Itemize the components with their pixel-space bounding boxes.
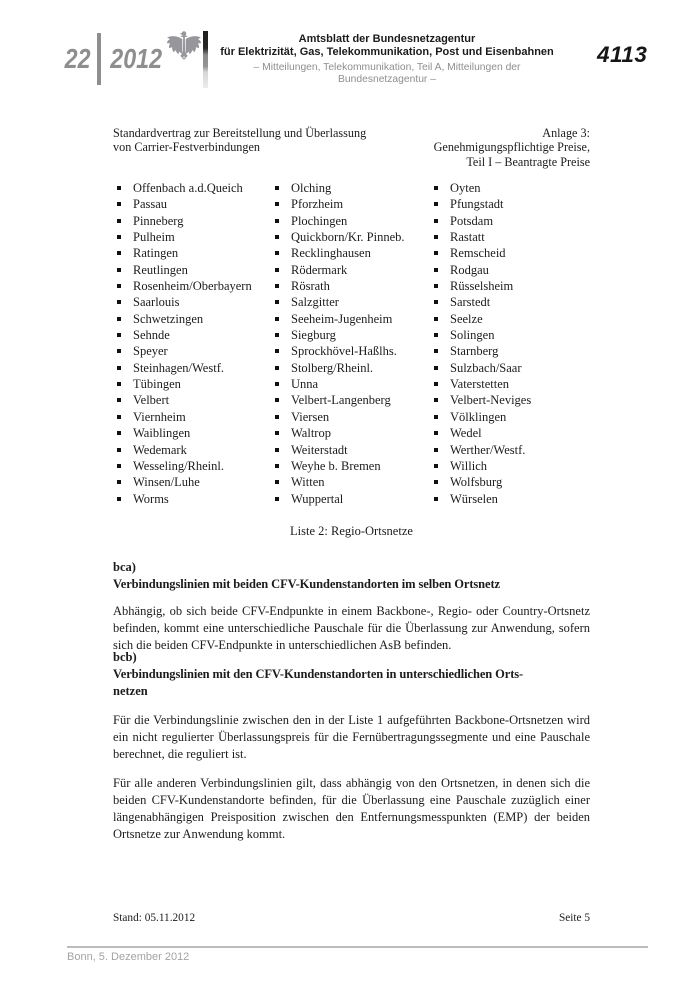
list-item bbox=[116, 213, 272, 229]
list-item bbox=[274, 360, 431, 376]
list-item bbox=[433, 213, 590, 229]
bullet-icon bbox=[434, 284, 438, 288]
bullet-icon bbox=[434, 448, 438, 452]
city-name: Reutlingen bbox=[133, 262, 188, 277]
list-item bbox=[433, 360, 590, 376]
bullet-icon bbox=[275, 382, 279, 386]
list-item bbox=[433, 491, 590, 507]
city-name: Velbert-Neviges bbox=[450, 393, 532, 408]
list-item bbox=[433, 196, 590, 212]
list-item bbox=[274, 213, 431, 229]
bullet-icon bbox=[434, 464, 438, 468]
list-item bbox=[433, 392, 590, 408]
section-bcb bbox=[113, 649, 590, 843]
bullet-icon bbox=[117, 398, 121, 402]
list-item bbox=[433, 229, 590, 245]
bullet-icon bbox=[275, 480, 279, 484]
section-bcb-heading-line1: Verbindungslinien mit den CFV-Kundenstandorten in unterschiedlichen Orts- bbox=[113, 667, 524, 682]
bullet-icon bbox=[117, 268, 121, 272]
list-item bbox=[116, 245, 272, 261]
list-item bbox=[274, 327, 431, 343]
city-name: Weyhe b. Bremen bbox=[291, 458, 381, 473]
list-item bbox=[433, 458, 590, 474]
list-item bbox=[274, 425, 431, 441]
list-item bbox=[274, 474, 431, 490]
list-item bbox=[274, 311, 431, 327]
city-name: Vaterstetten bbox=[450, 377, 510, 392]
bullet-icon bbox=[434, 480, 438, 484]
bullet-icon bbox=[275, 317, 279, 321]
masthead-divider-bar bbox=[203, 31, 208, 88]
city-name: Waiblingen bbox=[133, 426, 191, 441]
list-item bbox=[274, 458, 431, 474]
bullet-icon bbox=[434, 431, 438, 435]
bullet-icon bbox=[275, 415, 279, 419]
city-name: Werther/Westf. bbox=[450, 442, 526, 457]
list-item bbox=[433, 409, 590, 425]
bullet-icon bbox=[275, 284, 279, 288]
city-name: Rastatt bbox=[450, 230, 485, 245]
city-name: Worms bbox=[133, 491, 169, 506]
city-name: Sarstedt bbox=[450, 295, 491, 310]
bullet-icon bbox=[434, 398, 438, 402]
city-name: Wuppertal bbox=[291, 491, 344, 506]
city-name: Siegburg bbox=[291, 328, 336, 343]
city-name: Olching bbox=[291, 181, 332, 195]
bullet-icon bbox=[117, 202, 121, 206]
masthead-title-block bbox=[213, 33, 561, 86]
list-item bbox=[116, 311, 272, 327]
list-item bbox=[274, 229, 431, 245]
list-item bbox=[116, 491, 272, 507]
issue-number: 22 bbox=[64, 43, 91, 74]
list-item bbox=[116, 360, 272, 376]
list-item bbox=[116, 278, 272, 294]
city-name: Weiterstadt bbox=[291, 442, 348, 457]
bullet-icon bbox=[434, 186, 438, 190]
masthead-title-line1: Amtsblatt der Bundesnetzagentur bbox=[298, 33, 476, 45]
bullet-icon bbox=[434, 497, 438, 501]
city-name: Rösrath bbox=[291, 279, 330, 294]
annex-title bbox=[434, 126, 590, 169]
bullet-icon bbox=[434, 251, 438, 255]
city-name: Unna bbox=[291, 377, 319, 392]
bullet-icon bbox=[275, 202, 279, 206]
list-item bbox=[116, 442, 272, 458]
city-name: Pulheim bbox=[133, 230, 175, 245]
masthead-title-line2: für Elektrizität, Gas, Telekommunikation, Post und Eisenbahnen bbox=[220, 45, 554, 58]
section-bca-heading bbox=[113, 559, 590, 593]
section-bcb-body bbox=[113, 712, 590, 843]
paragraph: Für die Verbindungslinie zwischen den in der Liste 1 aufgeführten Backbone-Ortsnetzen wird ein nicht regulierter Überlassungspreis für die Fernübertragungssegmente und eine Pauschale berechnet, die reguliert ist. bbox=[113, 713, 590, 762]
list-item bbox=[433, 294, 590, 310]
city-name: Viernheim bbox=[133, 409, 186, 424]
section-bcb-heading bbox=[113, 649, 590, 700]
city-name: Seelze bbox=[450, 311, 483, 326]
section-bca-label: bca) bbox=[113, 560, 136, 574]
section-bca bbox=[113, 559, 590, 654]
city-name: Rosenheim/Oberbayern bbox=[133, 279, 252, 294]
bullet-icon bbox=[117, 415, 121, 419]
list-item bbox=[274, 392, 431, 408]
city-name: Pinneberg bbox=[133, 213, 184, 228]
bullet-icon bbox=[117, 480, 121, 484]
city-name: Wolfsburg bbox=[450, 475, 503, 490]
section-bca-body bbox=[113, 603, 590, 654]
city-list-column-1 bbox=[116, 180, 272, 507]
bullet-icon bbox=[434, 300, 438, 304]
list-item bbox=[433, 343, 590, 359]
paragraph: Abhängig, ob sich beide CFV-Endpunkte in einem Backbone-, Regio- oder Country-Ortsnetz befinden, kommt eine unterschiedliche Pauschale für die Überlassung zur Anwendung, sofern sich die beiden CFV-Endpunkte in unterschiedlichen AsB befinden. bbox=[113, 604, 590, 653]
bullet-icon bbox=[434, 366, 438, 370]
city-name: Plochingen bbox=[291, 213, 348, 228]
bullet-icon bbox=[275, 366, 279, 370]
bullet-icon bbox=[275, 398, 279, 402]
list-item bbox=[433, 376, 590, 392]
city-name: Steinhagen/Westf. bbox=[133, 360, 224, 375]
city-name: Seeheim-Jugenheim bbox=[291, 311, 393, 326]
bullet-icon bbox=[117, 464, 121, 468]
list-item bbox=[116, 229, 272, 245]
list-item bbox=[274, 409, 431, 425]
bullet-icon bbox=[275, 349, 279, 353]
city-name: Oyten bbox=[450, 181, 481, 195]
list-item bbox=[274, 343, 431, 359]
bullet-icon bbox=[275, 268, 279, 272]
footer-stand-date: Stand: 05.11.2012 bbox=[113, 912, 196, 924]
contract-title bbox=[113, 126, 366, 169]
list-item bbox=[116, 409, 272, 425]
city-name: Saarlouis bbox=[133, 295, 180, 310]
bullet-icon bbox=[117, 284, 121, 288]
bullet-icon bbox=[117, 219, 121, 223]
list-item bbox=[274, 278, 431, 294]
city-list-column-2 bbox=[274, 180, 431, 507]
city-name: Wedemark bbox=[133, 442, 187, 457]
city-name: Willich bbox=[450, 458, 487, 473]
footer-page-number: Seite 5 bbox=[558, 912, 590, 924]
city-name: Schwetzingen bbox=[133, 311, 204, 326]
bullet-icon bbox=[434, 219, 438, 223]
issue-year: 2012 bbox=[110, 43, 163, 74]
annex-line2: Genehmigungspflichtige Preise, bbox=[433, 140, 590, 155]
section-bcb-heading-line2: netzen bbox=[113, 684, 148, 699]
bullet-icon bbox=[117, 317, 121, 321]
masthead-page-number: 4113 bbox=[597, 42, 648, 67]
list-item bbox=[274, 376, 431, 392]
city-name: Potsdam bbox=[450, 213, 494, 228]
contract-title-line2: von Carrier-Festverbindungen bbox=[113, 140, 260, 155]
list-item bbox=[274, 294, 431, 310]
city-name: Pfungstadt bbox=[450, 197, 504, 212]
bullet-icon bbox=[117, 366, 121, 370]
list-item bbox=[274, 491, 431, 507]
bullet-icon bbox=[275, 431, 279, 435]
annex-line1: Anlage 3: bbox=[542, 126, 590, 140]
bullet-icon bbox=[117, 235, 121, 239]
list-item bbox=[433, 245, 590, 261]
city-name: Pforzheim bbox=[291, 197, 344, 212]
city-name: Rüsselsheim bbox=[450, 279, 514, 294]
bullet-icon bbox=[434, 415, 438, 419]
list-item bbox=[116, 180, 272, 196]
city-name: Velbert-Langenberg bbox=[291, 393, 391, 408]
list-item bbox=[433, 278, 590, 294]
city-name: Starnberg bbox=[450, 344, 499, 359]
city-name: Salzgitter bbox=[291, 295, 339, 310]
bullet-icon bbox=[117, 382, 121, 386]
bullet-icon bbox=[117, 300, 121, 304]
city-name: Tübingen bbox=[133, 377, 181, 392]
bullet-icon bbox=[117, 186, 121, 190]
city-name: Rödermark bbox=[291, 262, 348, 277]
list-item bbox=[274, 262, 431, 278]
list-item bbox=[116, 474, 272, 490]
list-item bbox=[116, 196, 272, 212]
list-item bbox=[274, 245, 431, 261]
bullet-icon bbox=[117, 251, 121, 255]
city-name: Völklingen bbox=[450, 409, 507, 424]
paragraph: Für alle anderen Verbindungslinien gilt, dass abhängig von den Ortsnetzen, in denen sich die beiden CFV-Kundenstandorte befinden, für die Überlassung eine Pauschale zuzüglich einer längenabhängigen Preisposition zwischen den Entfernungsmesspunkten (EMP) der beiden Ortsnetze zur Anwendung kommt. bbox=[113, 775, 590, 841]
city-list-column-3 bbox=[433, 180, 590, 507]
bullet-icon bbox=[275, 251, 279, 255]
section-bca-heading-text: Verbindungslinien mit beiden CFV-Kundenstandorten im selben Ortsnetz bbox=[113, 577, 500, 592]
list-item bbox=[433, 180, 590, 196]
bullet-icon bbox=[275, 235, 279, 239]
bullet-icon bbox=[275, 464, 279, 468]
list-item bbox=[433, 262, 590, 278]
bullet-icon bbox=[117, 497, 121, 501]
city-name: Sehnde bbox=[133, 328, 170, 343]
bullet-icon bbox=[275, 219, 279, 223]
city-name: Sulzbach/Saar bbox=[450, 360, 522, 375]
federal-eagle-logo bbox=[166, 30, 202, 64]
list-item bbox=[116, 294, 272, 310]
bullet-icon bbox=[117, 431, 121, 435]
city-name: Waltrop bbox=[291, 426, 331, 441]
masthead-subtitle: – Mitteilungen, Telekommunikation, Teil A, Mitteilungen der Bundesnetzagentur – bbox=[253, 62, 521, 86]
city-name: Wesseling/Rheinl. bbox=[133, 458, 224, 473]
section-bcb-label: bcb) bbox=[113, 650, 137, 664]
list-item bbox=[274, 180, 431, 196]
bullet-icon bbox=[275, 497, 279, 501]
list-item bbox=[116, 376, 272, 392]
list-item bbox=[433, 311, 590, 327]
list-caption: Liste 2: Regio-Ortsnetze bbox=[290, 524, 413, 538]
bottom-rule bbox=[67, 946, 648, 948]
city-name: Passau bbox=[133, 197, 168, 212]
city-name: Speyer bbox=[133, 344, 168, 359]
bullet-icon bbox=[275, 300, 279, 304]
list-item bbox=[116, 262, 272, 278]
city-name: Recklinghausen bbox=[291, 246, 371, 261]
bullet-icon bbox=[275, 333, 279, 337]
city-name: Ratingen bbox=[133, 246, 179, 261]
list-item bbox=[274, 196, 431, 212]
list-item bbox=[116, 425, 272, 441]
bullet-icon bbox=[434, 235, 438, 239]
bullet-icon bbox=[434, 317, 438, 321]
bullet-icon bbox=[434, 382, 438, 386]
city-name: Solingen bbox=[450, 328, 495, 343]
document-footer bbox=[113, 912, 590, 924]
bullet-icon bbox=[275, 448, 279, 452]
bullet-icon bbox=[117, 349, 121, 353]
bullet-icon bbox=[434, 202, 438, 206]
city-name: Velbert bbox=[133, 393, 170, 408]
city-name: Rodgau bbox=[450, 262, 489, 277]
issue-separator-bar bbox=[97, 33, 101, 85]
issue-number-block bbox=[62, 33, 167, 85]
city-name: Würselen bbox=[450, 491, 498, 506]
bullet-icon bbox=[434, 333, 438, 337]
city-name: Stolberg/Rheinl. bbox=[291, 360, 374, 375]
city-name: Remscheid bbox=[450, 246, 506, 261]
city-name: Sprockhövel-Haßlhs. bbox=[291, 344, 397, 359]
bullet-icon bbox=[434, 268, 438, 272]
city-name: Quickborn/Kr. Pinneb. bbox=[291, 230, 405, 245]
city-name: Wedel bbox=[450, 426, 482, 441]
city-name: Offenbach a.d.Queich bbox=[133, 181, 243, 195]
bullet-icon bbox=[117, 448, 121, 452]
publication-date: Bonn, 5. Dezember 2012 bbox=[67, 951, 190, 963]
city-name: Winsen/Luhe bbox=[133, 475, 200, 490]
contract-title-line1: Standardvertrag zur Bereitstellung und Überlassung bbox=[113, 126, 367, 140]
list-item bbox=[116, 458, 272, 474]
list-item bbox=[433, 474, 590, 490]
bullet-icon bbox=[117, 333, 121, 337]
list-item bbox=[116, 343, 272, 359]
city-name: Viersen bbox=[291, 409, 330, 424]
annex-line3: Teil I – Beantragte Preise bbox=[466, 154, 590, 169]
bullet-icon bbox=[275, 186, 279, 190]
document-header bbox=[113, 126, 590, 169]
list-item bbox=[274, 442, 431, 458]
list-item bbox=[433, 425, 590, 441]
list-item bbox=[116, 327, 272, 343]
bullet-icon bbox=[434, 349, 438, 353]
city-name: Witten bbox=[291, 475, 325, 490]
list-item bbox=[116, 392, 272, 408]
list-item bbox=[433, 327, 590, 343]
list-item bbox=[433, 442, 590, 458]
